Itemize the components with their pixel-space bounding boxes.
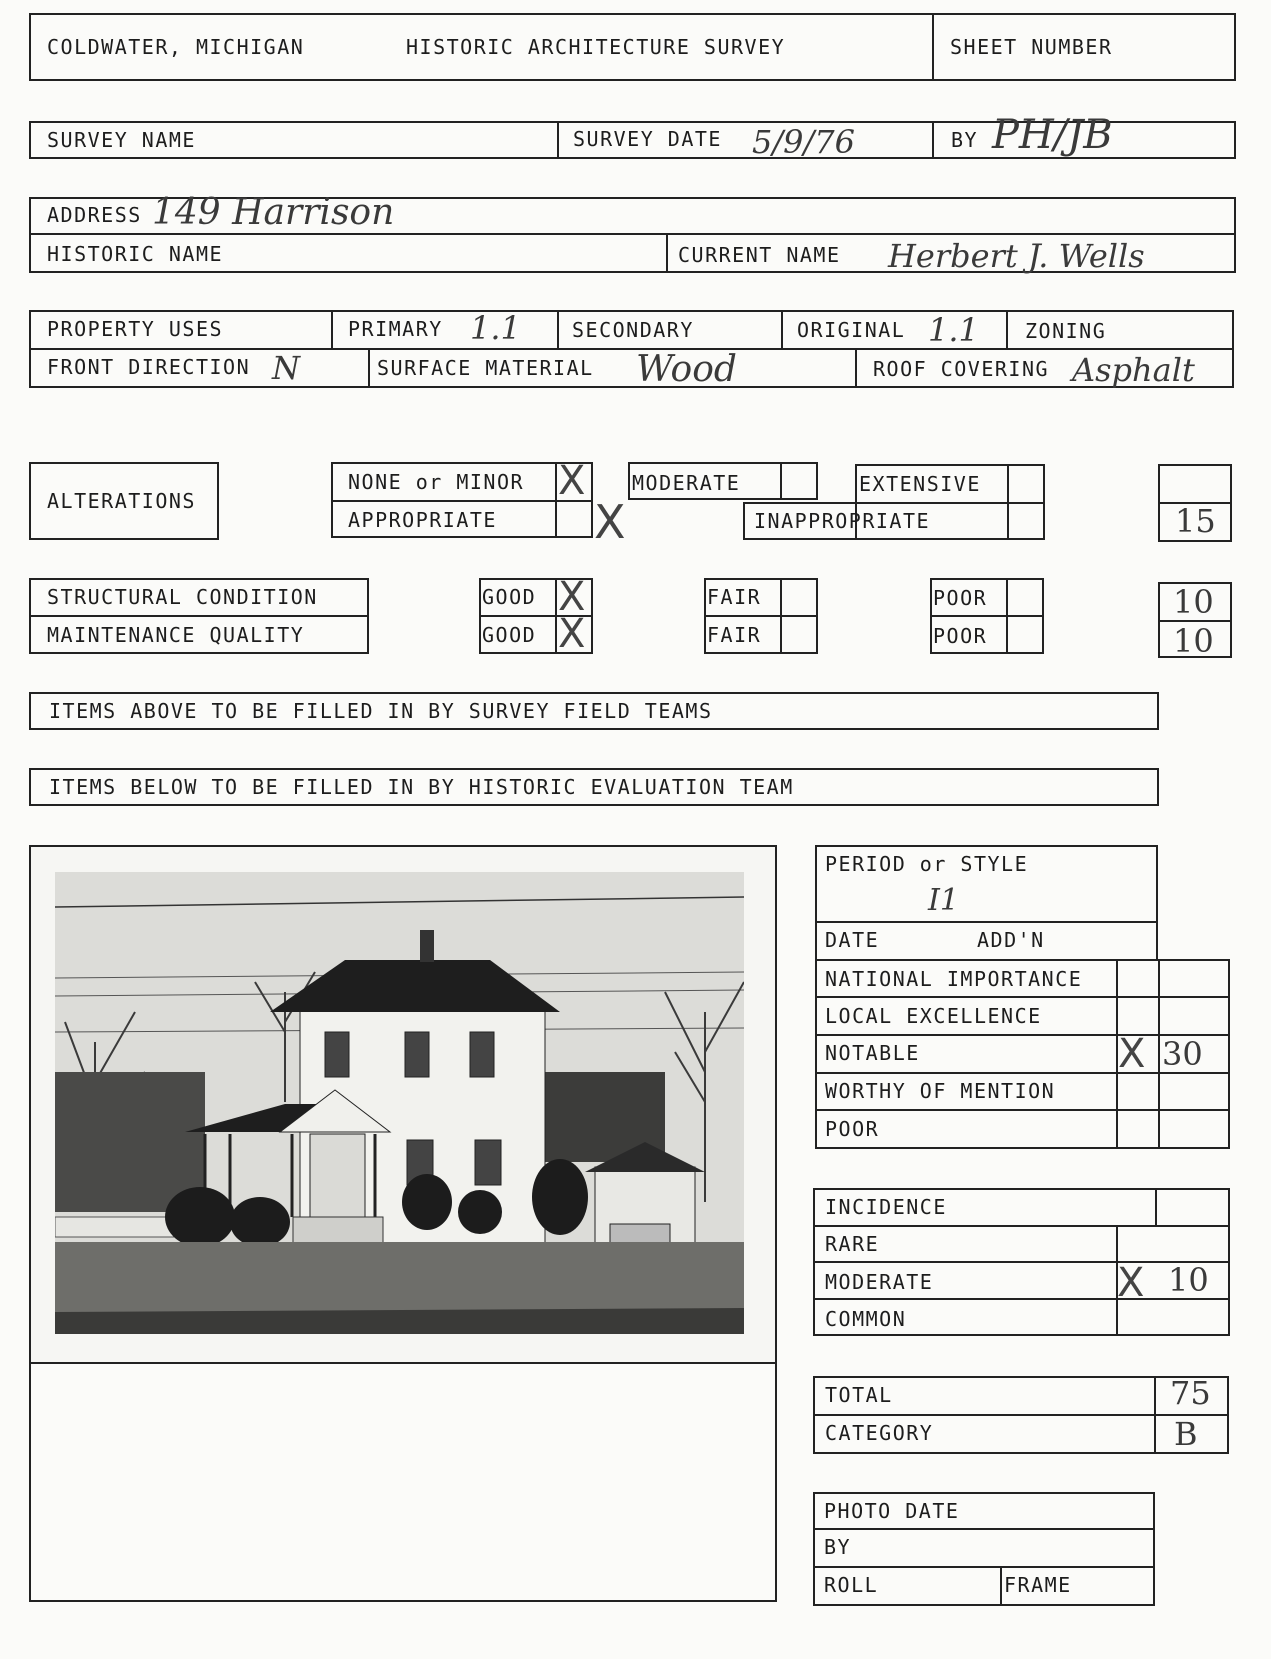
current-name-label: CURRENT NAME	[678, 243, 841, 267]
photo-date-label: PHOTO DATE	[824, 1499, 960, 1523]
property-uses-label: PROPERTY USES	[47, 317, 224, 341]
property-divider	[29, 348, 1234, 350]
secondary-label: SECONDARY	[572, 318, 694, 342]
prop-div-1	[331, 310, 333, 348]
by-label: BY	[951, 128, 979, 152]
structural-label: STRUCTURAL CONDITION	[47, 585, 318, 609]
address-value: 149 Harrison	[152, 192, 395, 233]
sheet-number-label: SHEET NUMBER	[950, 35, 1113, 59]
local-excellence-label: LOCAL EXCELLENCE	[825, 1004, 1042, 1028]
moderate-label: MODERATE	[632, 471, 741, 495]
good-maintenance-label: GOOD	[482, 623, 537, 647]
period-divider	[815, 921, 1158, 923]
by-value: PH/JB	[992, 112, 1113, 158]
maintenance-label: MAINTENANCE QUALITY	[47, 623, 305, 647]
extensive-divider	[743, 502, 1045, 504]
survey-row-div1	[557, 121, 559, 159]
survey-date-value: 5/9/76	[752, 123, 855, 161]
none-minor-check-div	[555, 462, 557, 538]
alterations-score: 15	[1175, 502, 1216, 540]
importance-row-line	[815, 1109, 1230, 1111]
good-check-div	[555, 578, 557, 654]
worthy-of-mention-label: WORTHY OF MENTION	[825, 1079, 1056, 1103]
prop-div-5	[368, 348, 370, 388]
inappropriate-left	[743, 502, 745, 540]
period-value: I1	[928, 883, 959, 918]
poor-check-div	[1006, 578, 1008, 654]
moderate-check-div	[780, 462, 782, 500]
poor-divider	[930, 615, 1044, 617]
fair-check-div	[780, 578, 782, 654]
header-divider	[932, 13, 934, 81]
survey-row-right	[1234, 121, 1236, 159]
notable-label: NOTABLE	[825, 1041, 920, 1065]
survey-row-left	[29, 121, 31, 159]
none-minor-divider	[331, 500, 593, 502]
inappropriate-label: INAPPROPRIATE	[754, 509, 931, 533]
poor-maintenance-label: POOR	[933, 624, 988, 648]
good-structural-mark: X	[558, 574, 586, 620]
common-label: COMMON	[825, 1307, 907, 1331]
primary-value: 1.1	[470, 309, 521, 347]
moderate-incidence-score: 10	[1168, 1261, 1209, 1299]
notable-score: 30	[1162, 1035, 1203, 1073]
prop-div-6	[855, 348, 857, 388]
extensive-check-div	[1007, 464, 1009, 540]
category-label: CATEGORY	[825, 1421, 934, 1445]
appropriate-mark: X	[594, 495, 626, 549]
surface-material-value: Wood	[636, 349, 737, 390]
survey-row-div2	[932, 121, 934, 159]
fair-structural-label: FAIR	[707, 585, 762, 609]
none-minor-mark: X	[558, 458, 586, 504]
current-name-value: Herbert J. Wells	[888, 237, 1145, 275]
total-label: TOTAL	[825, 1383, 893, 1407]
total-value: 75	[1170, 1374, 1211, 1412]
period-label: PERIOD or STYLE	[825, 852, 1029, 876]
address-label: ADDRESS	[47, 203, 142, 227]
good-structural-label: GOOD	[482, 585, 537, 609]
photo-info-row-line	[813, 1566, 1155, 1568]
prop-div-4	[1006, 310, 1008, 348]
roof-covering-label: ROOF COVERING	[873, 357, 1050, 381]
below-note-bottom	[29, 804, 1159, 806]
sidewalk	[55, 1308, 744, 1334]
survey-title: HISTORIC ARCHITECTURE SURVEY	[406, 35, 786, 59]
above-note: ITEMS ABOVE TO BE FILLED IN BY SURVEY FIELD TEAMS	[49, 699, 713, 723]
below-note-left	[29, 768, 31, 806]
poor-structural-label: POOR	[933, 586, 988, 610]
chimney	[420, 930, 434, 962]
tree-mass-left	[55, 1072, 205, 1212]
below-note-right	[1157, 768, 1159, 806]
maintenance-score: 10	[1173, 622, 1214, 660]
none-minor-label: NONE or MINOR	[348, 470, 525, 494]
rare-label: RARE	[825, 1232, 880, 1256]
incidence-label: INCIDENCE	[825, 1195, 947, 1219]
roll-label: ROLL	[824, 1573, 879, 1597]
below-note-top	[29, 768, 1159, 770]
notable-mark: X	[1118, 1031, 1146, 1077]
primary-label: PRIMARY	[348, 317, 443, 341]
city-label: COLDWATER, MICHIGAN	[47, 35, 305, 59]
national-importance-label: NATIONAL IMPORTANCE	[825, 967, 1083, 991]
address-divider	[29, 233, 1236, 235]
incidence-row-line	[813, 1225, 1230, 1227]
house-photo	[55, 872, 744, 1334]
alterations-label: ALTERATIONS	[47, 489, 196, 513]
structural-score: 10	[1173, 583, 1214, 621]
surface-material-label: SURFACE MATERIAL	[377, 356, 594, 380]
historic-name-label: HISTORIC NAME	[47, 242, 224, 266]
importance-row-line	[815, 996, 1230, 998]
original-value: 1.1	[928, 311, 979, 349]
prop-div-3	[781, 310, 783, 348]
zoning-label: ZONING	[1025, 319, 1107, 343]
photo-info-row-line	[813, 1528, 1155, 1530]
front-direction-label: FRONT DIRECTION	[47, 355, 251, 379]
moderate-incidence-mark: X	[1117, 1260, 1145, 1306]
importance-score-col	[1158, 959, 1160, 1149]
original-label: ORIGINAL	[797, 318, 906, 342]
condition-label-divider	[29, 615, 369, 617]
roof-covering-value: Asphalt	[1072, 351, 1195, 389]
current-name-divider	[666, 233, 668, 273]
total-score-col	[1154, 1376, 1156, 1454]
frame-label: FRAME	[1004, 1573, 1072, 1597]
moderate-incidence-label: MODERATE	[825, 1270, 934, 1294]
prop-div-2	[557, 310, 559, 348]
lawn	[55, 1242, 744, 1312]
date-label: DATE	[825, 928, 880, 952]
inappropriate-bottom	[743, 538, 1045, 540]
survey-name-label: SURVEY NAME	[47, 128, 196, 152]
fair-divider	[704, 615, 818, 617]
extensive-label: EXTENSIVE	[859, 472, 981, 496]
good-maintenance-mark: X	[558, 611, 586, 657]
frame-divider	[1000, 1566, 1002, 1606]
fair-maintenance-label: FAIR	[707, 623, 762, 647]
front-direction-value: N	[272, 349, 300, 387]
incidence-header-mask	[1157, 1190, 1228, 1224]
front-door	[310, 1134, 365, 1218]
below-note: ITEMS BELOW TO BE FILLED IN BY HISTORIC EVALUATION TEAM	[49, 775, 794, 799]
survey-date-label: SURVEY DATE	[573, 127, 722, 151]
addn-label: ADD'N	[977, 928, 1045, 952]
category-value: B	[1174, 1415, 1198, 1453]
total-divider	[813, 1414, 1229, 1416]
appropriate-label: APPROPRIATE	[348, 508, 497, 532]
poor-label: POOR	[825, 1117, 880, 1141]
photo-by-label: BY	[824, 1535, 852, 1559]
